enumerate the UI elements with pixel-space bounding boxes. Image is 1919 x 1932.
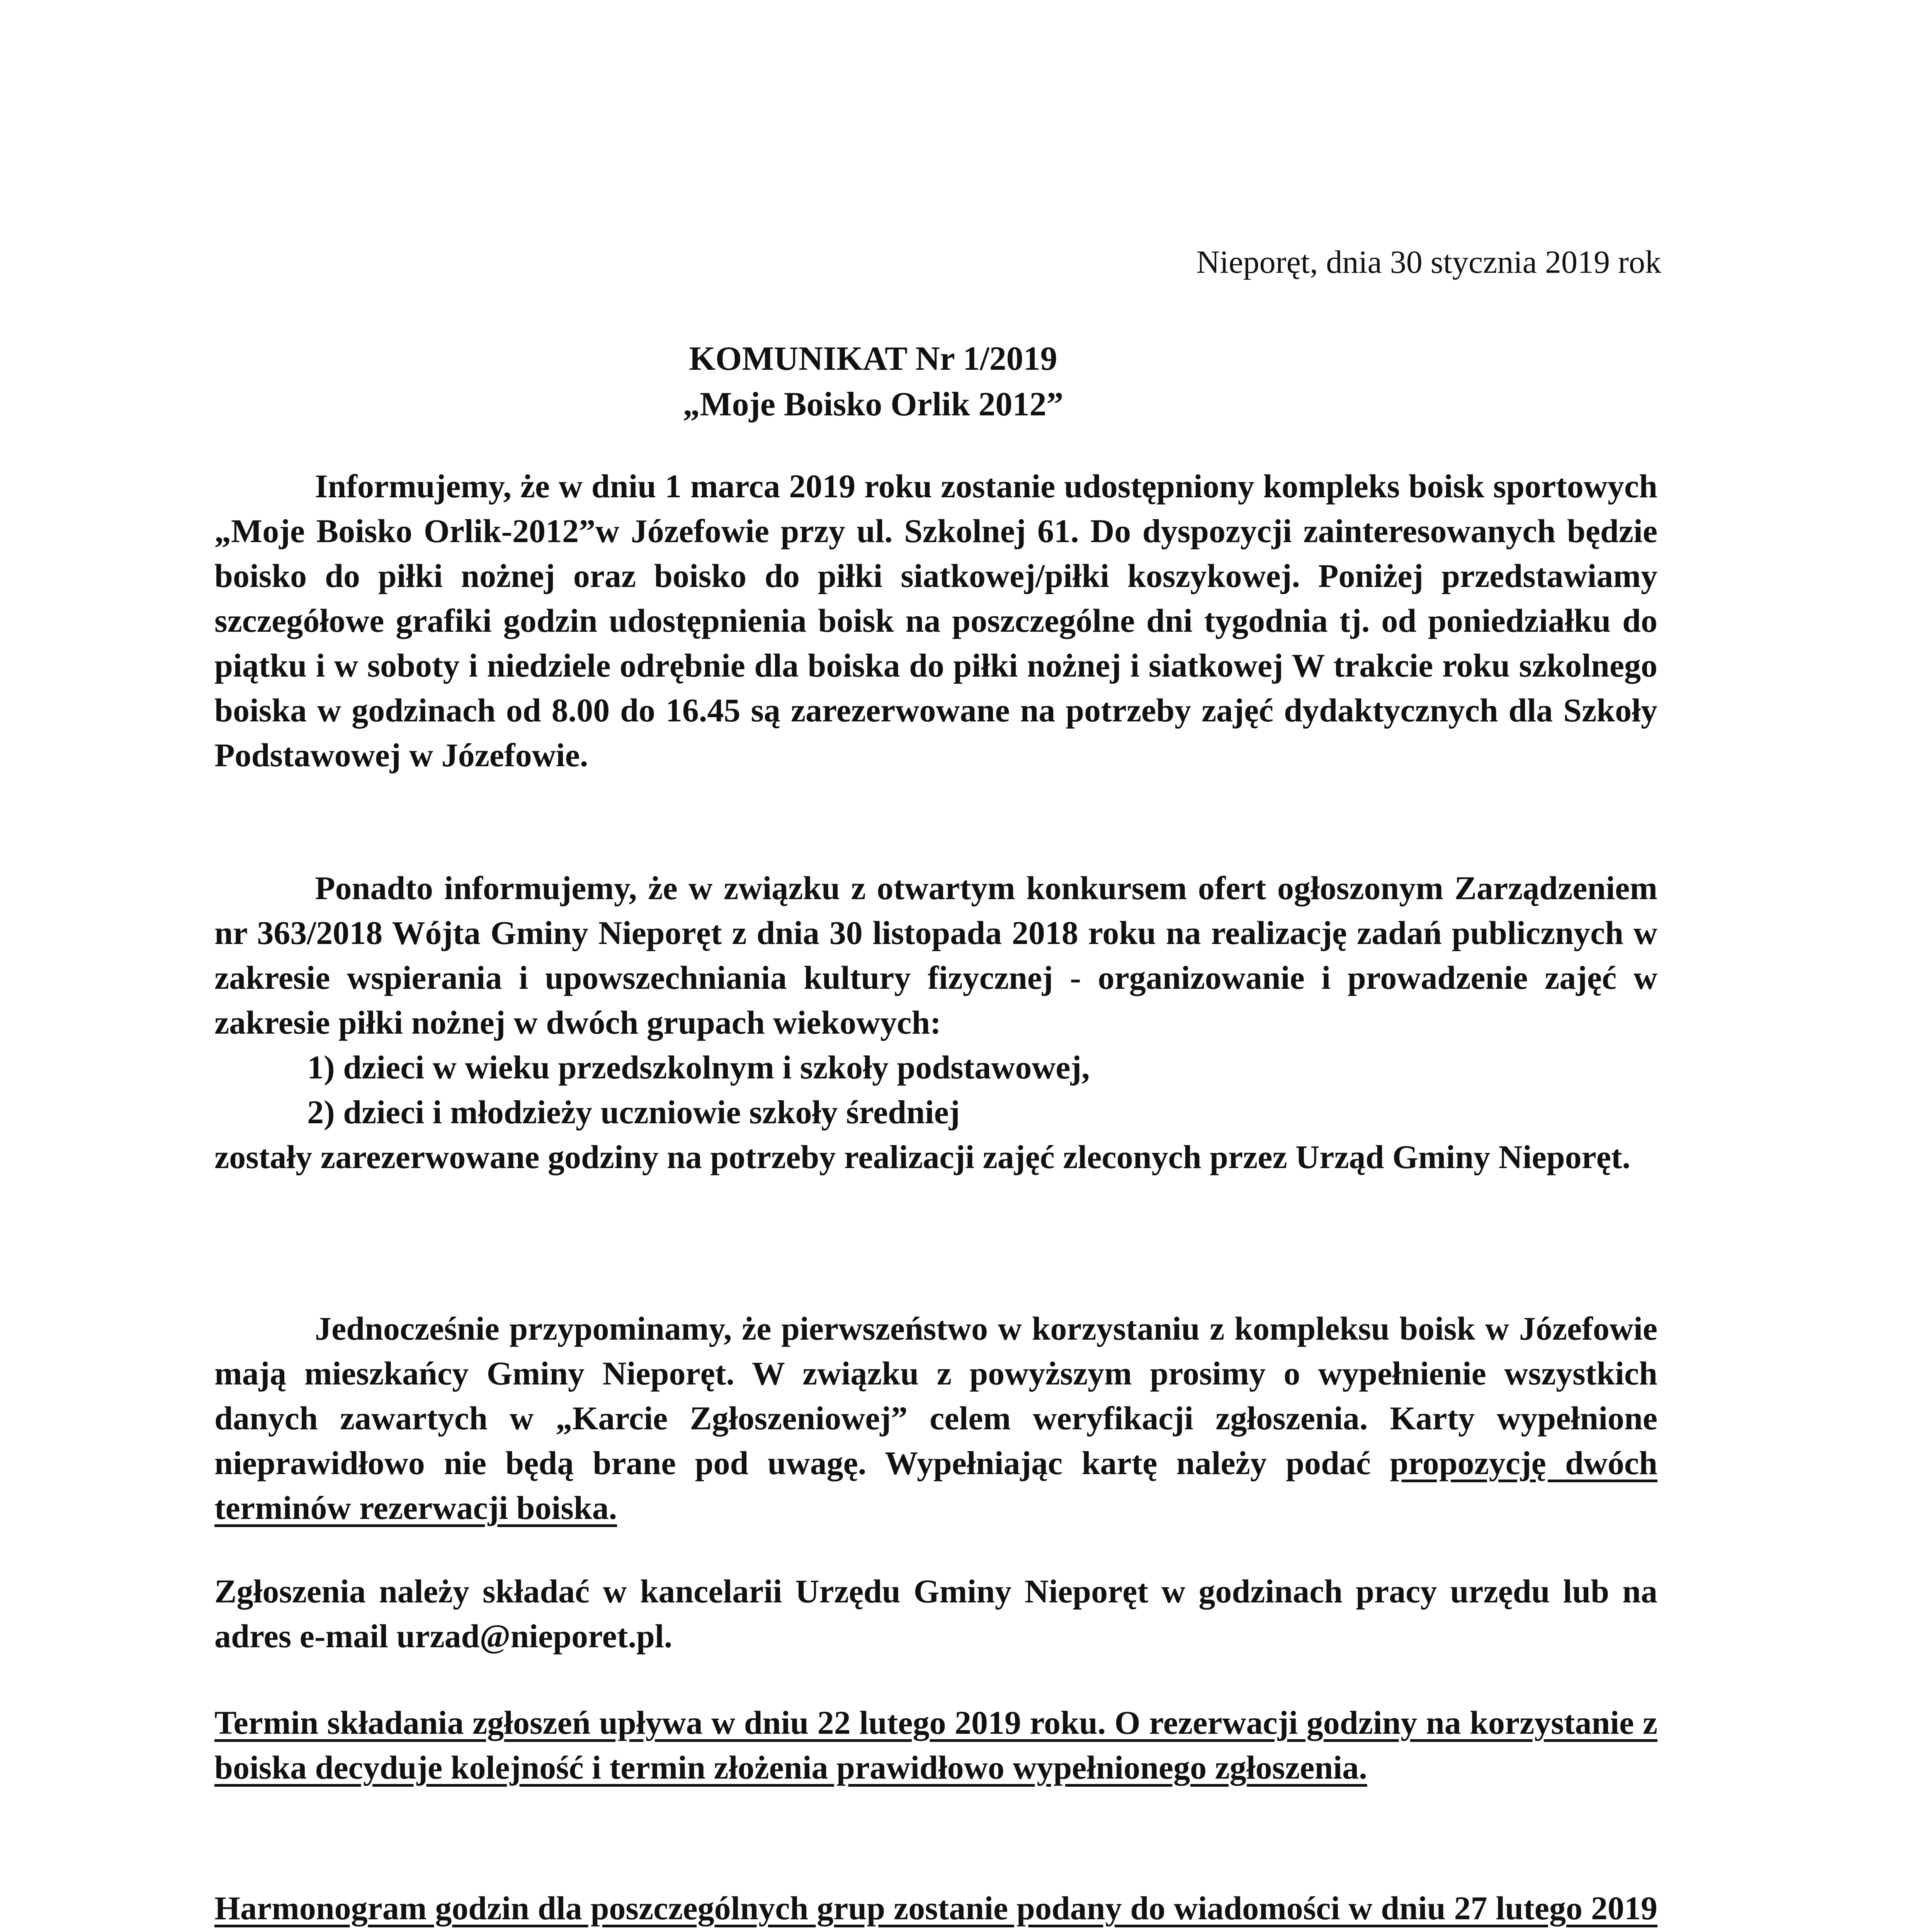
paragraph-deadline-text: Termin składania zgłoszeń upływa w dniu 22 lutego 2019 roku. O rezerwacji godziny na korzystanie z boiska decyduje kolejność i termin złożenia prawidłowo wypełnionego zgłoszenia. [214,1704,1657,1786]
paragraph-priority-main: Jednocześnie przypominamy, że pierwszeństwo w korzystaniu z kompleksu boisk w Józefowie mają mieszkańcy Gminy Nieporęt. W związku z powyższym prosimy o wypełnienie wszystkich danych zawartych w „Karcie Zgłoszeniowej” celem weryfikacji zgłoszenia. Karty wypełnione nieprawidłowo nie będą brane pod uwagę. Wypełniając kartę należy podać [214,1310,1657,1481]
date-line: Nieporęt, dnia 30 stycznia 2019 rok [1196,244,1661,280]
list-item: 1) dzieci w wieku przedszkolnym i szkoły podstawowej, [307,1049,1090,1086]
paragraph-priority-text [214,1306,1657,1530]
age-groups-list [214,1045,1657,1134]
paragraph-competition [214,866,1657,1179]
paragraph-schedule-text: Harmonogram godzin dla poszczególnych grup zostanie podany do wiadomości w dniu 27 lutego 2019 [214,1889,1657,1927]
paragraph-competition-intro: Ponadto informujemy, że w związku z otwartym konkursem ofert ogłoszonym Zarządzeniem nr 363/2018 Wójta Gminy Nieporęt z dnia 30 listopada 2018 roku na realizację zadań publicznych w zakresie wspierania i upowszechniania kultury fizycznej - organizowanie i prowadzenie zajęć w zakresie piłki nożnej w dwóch grupach wiekowych: [214,869,1657,1041]
paragraph-priority [214,1306,1657,1530]
title-subtitle: „Moje Boisko Orlik 2012” [683,386,1064,423]
paragraph-priority-underlined: propozycję dwóch terminów rezerwacji boiska. [214,1444,1657,1526]
list-item: 2) dzieci i młodzieży uczniowie szkoły średniej [307,1094,960,1131]
paragraph-deadline [214,1700,1657,1790]
paragraph-opening-text: Informujemy, że w dniu 1 marca 2019 roku zostanie udostępniony kompleks boisk sportowych „Moje Boisko Orlik-2012”w Józefowie przy ul. Szkolnej 61. Do dyspozycji zainteresowanych będzie boisko do piłki nożnej oraz boisko do piłki siatkowej/piłki koszykowej. Poniżej przedstawiamy szczegółowe grafiki godzin udostępnienia boisk na poszczególne dni tygodnia tj. od poniedziałku do piątku i w soboty i niedziele odrębnie dla boiska do piłki nożnej i siatkowej W trakcie roku szkolnego boiska w godzinach od 8.00 do 16.45 są zarezerwowane na potrzeby zajęć dydaktycznych dla Szkoły Podstawowej w Józefowie. [214,468,1657,774]
paragraph-schedule [214,1886,1657,1932]
paragraph-submission [214,1569,1657,1658]
paragraph-submission-text: Zgłoszenia należy składać w kancelarii Urzędu Gminy Nieporęt w godzinach pracy urzędu lub na adres e-mail urzad@nieporet.pl. [214,1573,1657,1655]
title-block [564,336,1182,427]
paragraph-competition-outro: zostały zarezerwowane godziny na potrzeby realizacji zajęć zleconych przez Urząd Gminy Nieporęt. [214,1138,1631,1175]
paragraph-opening [214,464,1657,777]
title-number: KOMUNIKAT Nr 1/2019 [689,340,1057,378]
